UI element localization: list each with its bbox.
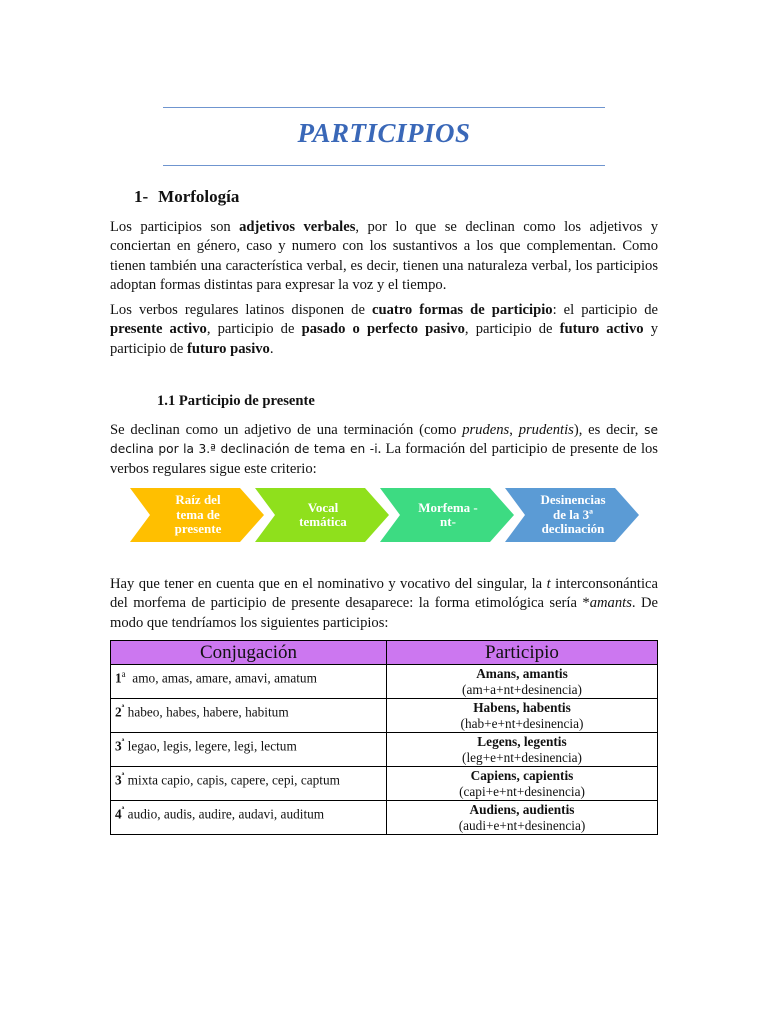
title-bottom-rule <box>163 165 605 166</box>
ordinal-sup: ª <box>121 737 125 747</box>
participle-formula: (capi+e+nt+desinencia) <box>459 784 585 799</box>
paragraph-participios-definition <box>110 218 658 296</box>
cell-participle <box>387 733 658 767</box>
table-row <box>111 767 658 801</box>
table-header-row <box>111 641 658 665</box>
step1-line3: presente <box>174 521 222 537</box>
p4-text-a: Hay que tener en cuenta que en el nominativo y vocativo del singular, la <box>110 576 547 592</box>
p4-italic-t: t <box>546 576 551 592</box>
p2-bold-b: cuatro formas de participio <box>371 302 553 318</box>
participle-formula: (hab+e+nt+desinencia) <box>460 716 584 731</box>
p2-bold-j: futuro pasivo <box>187 340 270 357</box>
p3-sans-declension: se declina por la 3.ª declinación de tema en -i <box>110 423 659 457</box>
cell-participle <box>387 767 658 801</box>
cell-conjugation <box>111 733 387 767</box>
step1-line2: tema de <box>176 506 220 522</box>
p3-text-a: Se declinan como un adjetivo de una terminación (como <box>110 422 463 438</box>
verb-forms: legao, legis, legere, legi, lectum <box>124 738 297 754</box>
step4-line1: Desinencias <box>540 492 606 508</box>
cell-participle <box>387 801 658 835</box>
p3-italic-prudens: prudens <box>462 422 510 438</box>
p2-text-e: , participio de <box>206 321 302 338</box>
step3-line2: nt- <box>440 514 456 529</box>
p2-bold-f: pasado o perfecto pasivo <box>301 321 465 338</box>
table-row <box>111 733 658 767</box>
p4-text-e: . De modo que tendríamos los siguientes participios: <box>110 595 658 631</box>
p2-bold-d: presente activo <box>110 321 207 338</box>
cell-conjugation <box>111 801 387 835</box>
verb-forms: amo, amas, amare, amavi, amatum <box>125 670 317 686</box>
column-header-participio: Participio <box>387 641 658 665</box>
step3-line1: Morfema - <box>418 499 478 515</box>
step4-line3: declinación <box>541 521 605 537</box>
cell-participle <box>387 699 658 733</box>
step2-line1: Vocal <box>307 499 339 515</box>
ordinal: 3 <box>115 772 122 788</box>
section-number: 1- <box>134 187 149 206</box>
column-header-conjugacion: Conjugación <box>111 641 387 665</box>
paragraph-nominativo-note <box>110 575 658 633</box>
p2-text-k: . <box>269 340 274 357</box>
step2-line2: temática <box>299 514 347 529</box>
p2-text-i: y participio de <box>110 321 658 357</box>
section-title: Morfología <box>158 187 240 206</box>
p3-italic-prudentis: prudentis <box>518 422 574 438</box>
participle-name: Audiens, audientis <box>469 802 575 817</box>
p4-italic-amants: amants <box>589 595 632 612</box>
participle-formula: (am+a+nt+desinencia) <box>462 682 582 697</box>
p4-text-c: interconsonántica del morfema de participio de presente desaparece: la forma etimológica sería * <box>110 576 659 612</box>
ordinal-sup: a <box>121 669 126 679</box>
p2-text-g: , participio de <box>464 321 560 338</box>
p1-text-c: , por lo que se declinan como los adjetivos y conciertan en género, caso y numero con los sustantivos a los que complementan. Como tienen también una característica verbal, es decir, tienen una naturaleza verbal, los participios adoptan formas distintas para expresar la voz y el tiempo. <box>110 219 658 294</box>
p2-text-a: Los verbos regulares latinos disponen de <box>110 302 372 318</box>
verb-forms: habeo, habes, habere, habitum <box>124 704 289 720</box>
p1-bold-adjetivos-verbales: adjetivos verbales <box>239 219 356 235</box>
formation-flow-diagram <box>130 488 640 542</box>
ordinal: 1 <box>115 670 122 686</box>
verb-forms: mixta capio, capis, capere, cepi, captum <box>124 772 340 788</box>
flow-step-1 <box>148 488 248 542</box>
ordinal-sup: ª <box>121 771 125 781</box>
table-row <box>111 665 658 699</box>
table-row <box>111 801 658 835</box>
p2-bold-h: futuro activo <box>559 321 644 338</box>
cell-conjugation <box>111 699 387 733</box>
participle-formula: (leg+e+nt+desinencia) <box>462 750 582 765</box>
ordinal: 2 <box>115 704 122 720</box>
p3-text-e: ), es decir, <box>573 422 645 438</box>
ordinal: 3 <box>115 738 122 754</box>
verb-forms: audio, audis, audire, audavi, auditum <box>124 806 325 822</box>
p3-text-g: . La formación del participio de presente de los verbos regulares sigue este criterio: <box>110 441 658 477</box>
table-row <box>111 699 658 733</box>
ordinal: 4 <box>115 806 122 822</box>
flow-step-3 <box>398 488 498 542</box>
p1-text-a: Los participios son <box>110 219 240 235</box>
title-top-rule <box>163 107 605 108</box>
flow-step-4 <box>523 488 623 542</box>
participle-formula: (audi+e+nt+desinencia) <box>458 818 586 833</box>
p2-text-c: : el participio de <box>552 302 658 318</box>
ordinal-sup: ª <box>121 805 125 815</box>
ordinal-sup: ª <box>121 703 125 713</box>
page-title: PARTICIPIOS <box>297 118 471 148</box>
participle-name: Amans, amantis <box>476 666 568 681</box>
p3-text-c: , <box>509 422 519 438</box>
flow-step-2 <box>273 488 373 542</box>
participles-table <box>110 640 658 835</box>
paragraph-four-forms <box>110 301 658 359</box>
step1-line1: Raíz del <box>175 492 221 508</box>
cell-conjugation <box>111 665 387 699</box>
cell-participle <box>387 665 658 699</box>
participle-name: Habens, habentis <box>473 700 571 715</box>
cell-conjugation <box>111 767 387 801</box>
paragraph-declension <box>110 421 658 479</box>
step4-line2: de la 3ª <box>552 506 593 522</box>
participle-name: Legens, legentis <box>477 734 567 749</box>
subsection-heading-participio-presente: 1.1 Participio de presente <box>157 393 315 409</box>
participle-name: Capiens, capientis <box>470 768 574 783</box>
section-heading-morfologia <box>134 187 239 207</box>
